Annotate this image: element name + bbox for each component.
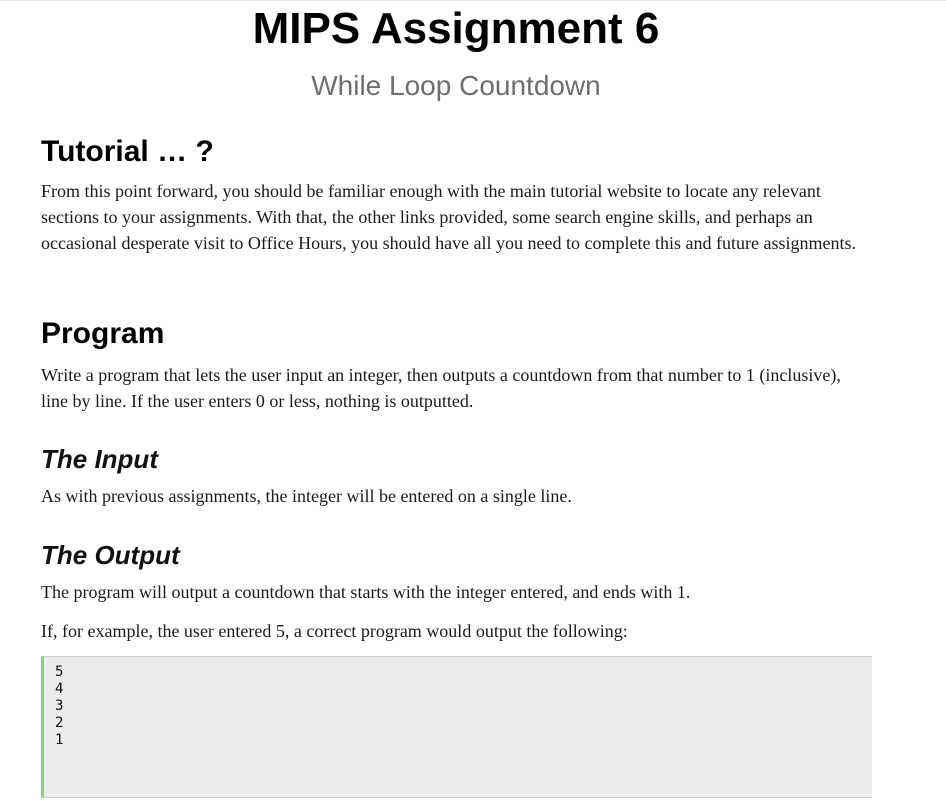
example-output-code-block bbox=[41, 656, 872, 798]
code-line: 3 bbox=[55, 698, 64, 714]
output-heading: The Output bbox=[41, 540, 180, 570]
code-line: 4 bbox=[55, 681, 64, 697]
top-divider bbox=[0, 0, 946, 1]
code-line: 2 bbox=[55, 715, 64, 731]
tutorial-heading: Tutorial … ? bbox=[41, 135, 214, 168]
input-paragraph: As with previous assignments, the integer will be entered on a single line. bbox=[41, 486, 572, 506]
tutorial-paragraph: From this point forward, you should be familiar enough with the main tutorial website to locate any relevant sections to your assignments. With that, the other links provided, some search engine skills, and perhaps an occasional desperate visit to Office Hours, you should have all you need to complete this and future assignments. bbox=[41, 181, 856, 253]
output-paragraph-1: The program will output a countdown that starts with the integer entered, and ends with 1. bbox=[41, 582, 691, 602]
code-line: 1 bbox=[55, 732, 64, 748]
page-subtitle: While Loop Countdown bbox=[311, 70, 601, 101]
program-heading: Program bbox=[41, 317, 165, 350]
page-title: MIPS Assignment 6 bbox=[252, 4, 660, 53]
output-paragraph-2: If, for example, the user entered 5, a correct program would output the following: bbox=[41, 621, 628, 641]
code-line: 5 bbox=[55, 664, 64, 680]
input-heading: The Input bbox=[41, 444, 158, 474]
program-paragraph: Write a program that lets the user input an integer, then outputs a countdown from that number to 1 (inclusive), line by line. If the user enters 0 or less, nothing is outputted. bbox=[41, 365, 841, 411]
